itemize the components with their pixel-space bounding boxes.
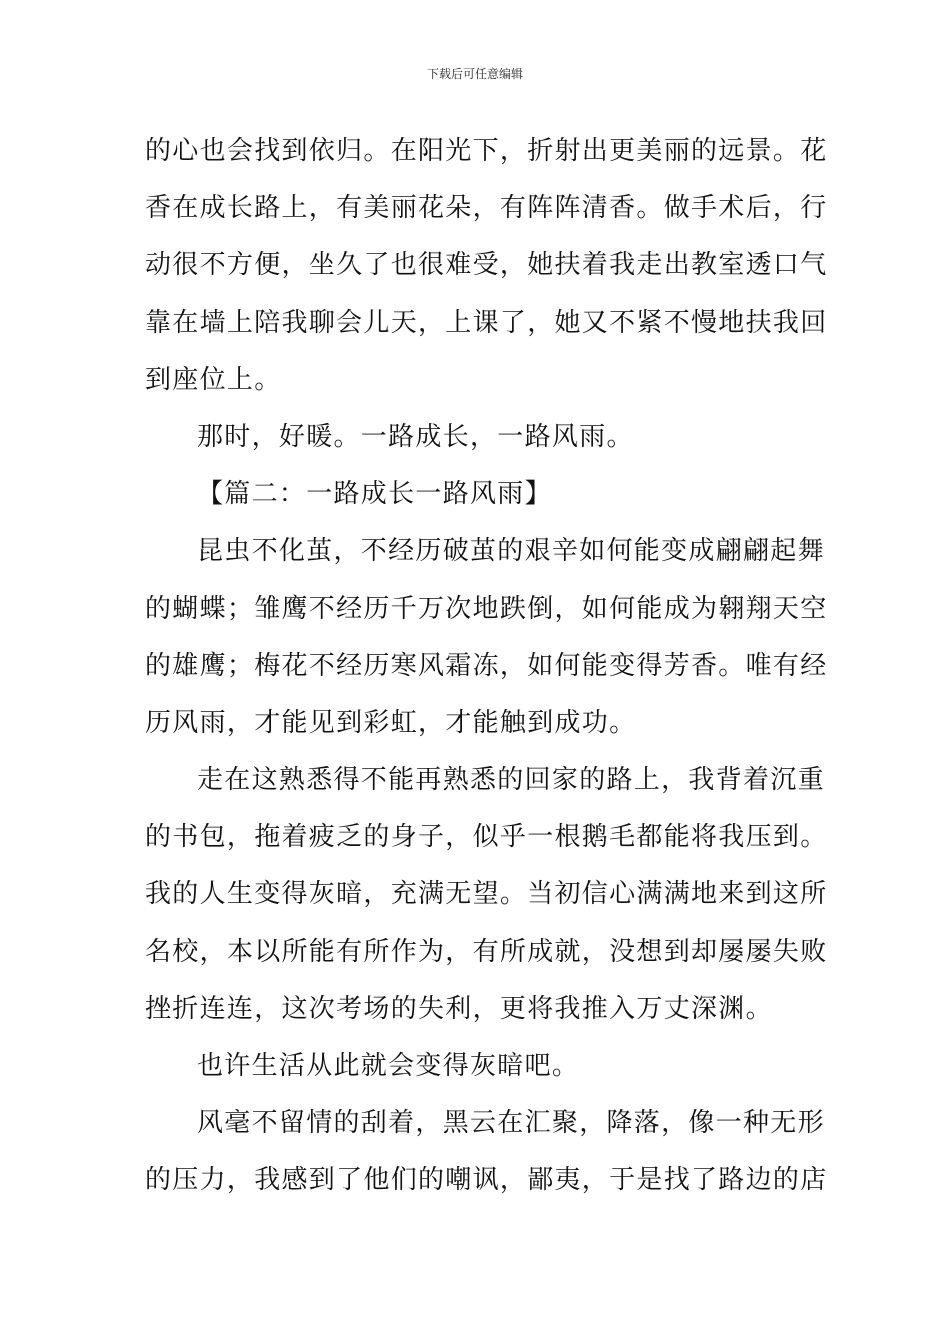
text-line: 到座位上。 [145,364,282,395]
text-line: 风毫不留情的刮着，黑云在汇聚，降落，像一种无形 [197,1108,825,1139]
text-line: 靠在墙上陪我聊会儿天，上课了，她又不紧不慢地扶我回 [145,307,828,338]
document-body [145,123,828,1210]
text-line: 的雄鹰；梅花不经历寒风霜冻，如何能变得芳香。唯有经 [145,650,828,681]
text-line: 走在这熟悉得不能再熟悉的回家的路上，我背着沉重 [197,765,825,796]
text-line: 【篇二：一路成长一路风雨】 [197,479,552,510]
text-line: 历风雨，才能见到彩虹，才能触到成功。 [145,707,637,738]
text-line: 的蝴蝶；雏鹰不经历千万次地跌倒，如何能成为翱翔天空 [145,593,828,624]
text-line: 挫折连连，这次考场的失利，更将我推入万丈深渊。 [145,993,773,1024]
page-header: 下载后可任意编辑 [426,67,523,81]
text-line: 动很不方便，坐久了也很难受，她扶着我走出教室透口气 [145,250,828,281]
text-line: 也许生活从此就会变得灰暗吧。 [197,1051,580,1081]
text-line: 的书包，拖着疲乏的身子，似乎一根鹅毛都能将我压到。 [145,822,828,853]
text-line: 的心也会找到依归。在阳光下，折射出更美丽的远景。花 [145,136,828,166]
text-line: 我的人生变得灰暗，充满无望。当初信心满满地来到这所 [145,879,828,910]
text-line: 那时，好暖。一路成长，一路风雨。 [197,421,634,452]
text-line: 香在成长路上，有美丽花朵，有阵阵清香。做手术后，行 [145,193,828,224]
text-line: 的压力，我感到了他们的嘲讽，鄙夷，于是找了路边的店 [145,1165,828,1196]
text-line: 名校，本以所能有所作为，有所成就，没想到却屡屡失败 [145,936,828,967]
text-line: 昆虫不化茧，不经历破茧的艰辛如何能变成翩翩起舞 [197,536,825,567]
